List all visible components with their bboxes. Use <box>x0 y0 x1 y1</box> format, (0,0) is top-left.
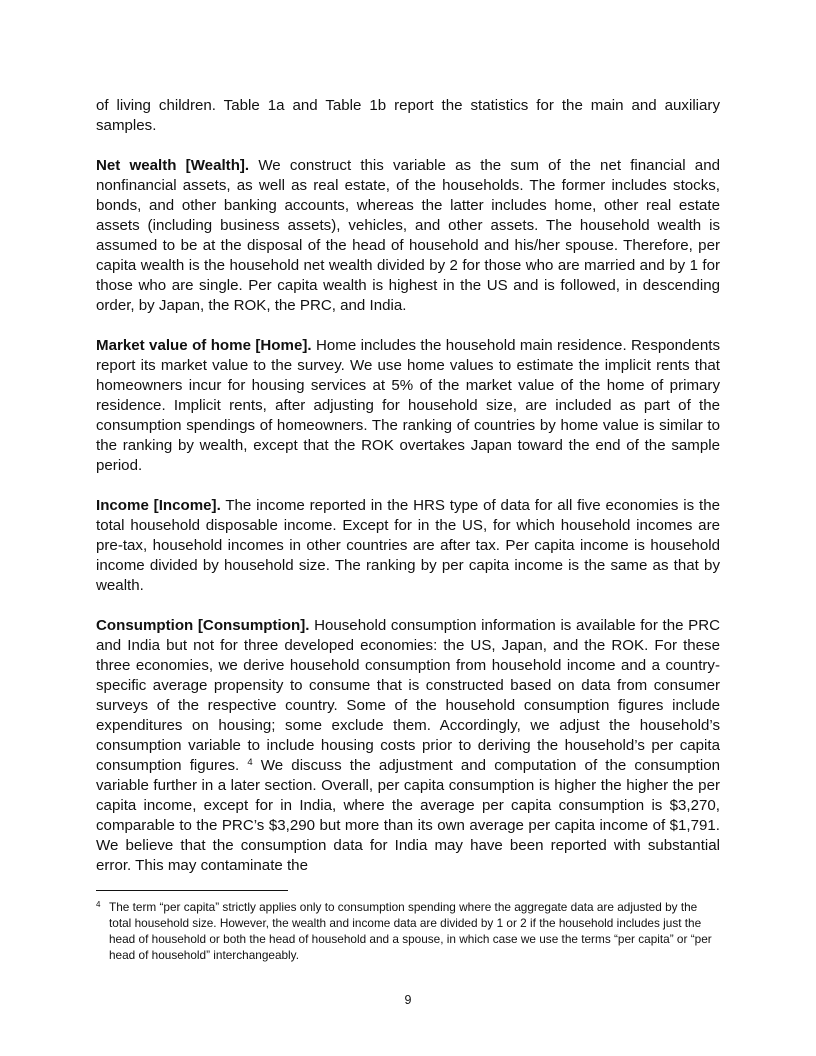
paragraph-text-continued: We discuss the adjustment and computation of the consumption variable further in a later section. Overall, per capita consumption is higher the higher the per capita income, except for in India, where the average per capita consumption is $3,270, comparable to the PRC’s $3,290 but more than its own average per capita income of $1,791. We believe that the consumption data for India may have been reported with substantial error. This may contaminate the <box>96 757 720 874</box>
footnote-mark: 4 <box>96 900 101 909</box>
paragraph-text: Household consumption information is available for the PRC and India but not for three developed economies: the US, Japan, and the ROK. For these three economies, we derive household consumption from household income and a country-specific average propensity to consume that is constructed based on data from consumer surveys of the respective country. Some of the household consumption figures include expenditures on housing; some exclude them. Accordingly, we adjust the household’s consumption variable to include housing costs prior to deriving the household’s per capita consumption figures. <box>96 617 721 774</box>
paragraph-text: Home includes the household main residence. Respondents report its market value to the survey. We use home values to estimate the implicit rents that homeowners incur for housing services at 5% of the market value of the home of primary residence. Implicit rents, after adjusting for household size, are included as part of the consumption spendings of homeowners. The ranking of countries by home value is similar to the ranking by wealth, except that the ROK overtakes Japan toward the end of the sample period. <box>96 337 720 474</box>
paragraph-continuation <box>96 96 720 136</box>
paragraph-text: We construct this variable as the sum of the net financial and nonfinancial assets, as well as real estate, of the households. The former includes stocks, bonds, and other banking accounts, whereas the latter includes home, other real estate assets (including business assets), vehicles, and other assets. The household wealth is assumed to be at the disposal of the head of household and his/her spouse. Therefore, per capita wealth is the household net wealth divided by 2 for those who are married and by 1 for those who are single. Per capita wealth is highest in the US and is followed, in descending order, by Japan, the ROK, the PRC, and India. <box>96 157 720 314</box>
paragraph-heading: Net wealth [Wealth]. <box>96 157 250 174</box>
paragraph-income <box>96 496 720 596</box>
paragraph-heading: Market value of home [Home]. <box>96 337 312 354</box>
paragraph-net-wealth <box>96 156 720 316</box>
paragraph-heading: Consumption [Consumption]. <box>96 617 310 634</box>
paragraph-text: of living children. Table 1a and Table 1b report the statistics for the main and auxiliary samples. <box>96 97 720 134</box>
footnote-reference: 4 <box>247 757 253 768</box>
footnote-text: The term “per capita” strictly applies only to consumption spending where the aggregate data are adjusted by the total household size. However, the wealth and income data are divided by 1 or 2 if the household includes just the head of household or both the head of household and a spouse, in which case we use the terms “per capita” or “per head of household” interchangeably. <box>109 900 712 962</box>
paragraph-market-value-home <box>96 336 720 476</box>
page-body <box>96 96 720 896</box>
page-number: 9 <box>404 993 412 1007</box>
footnote <box>96 899 720 963</box>
paragraph-heading: Income [Income]. <box>96 497 221 514</box>
paragraph-consumption <box>96 616 720 876</box>
footnote-divider <box>96 890 288 891</box>
paragraph-text: The income reported in the HRS type of data for all five economies is the total household disposable income. Except for in the US, for which household incomes are pre-tax, household incomes in other countries are after tax. Per capita income is household income divided by household size. The ranking by per capita income is the same as that by wealth. <box>96 497 720 594</box>
